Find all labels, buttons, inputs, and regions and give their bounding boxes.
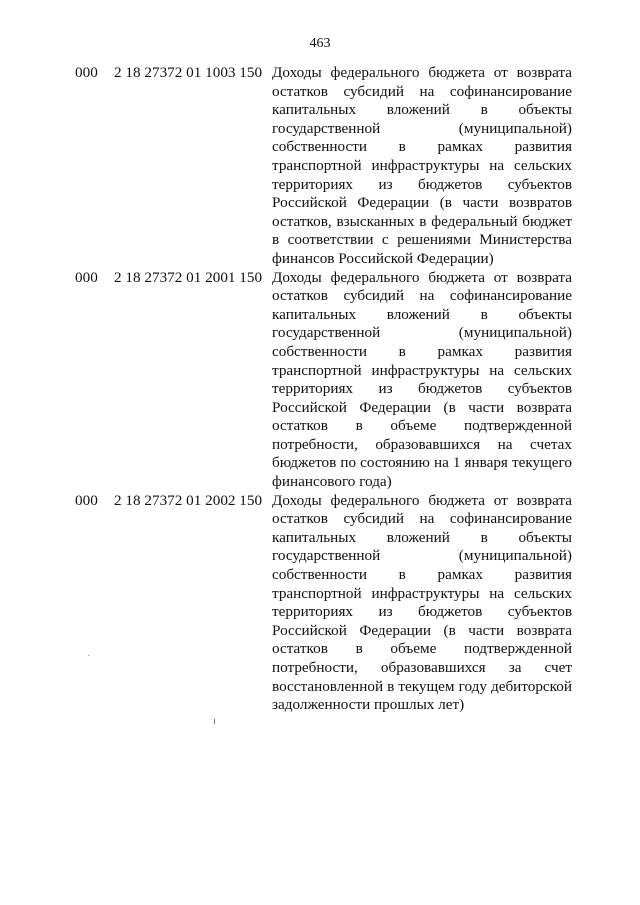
description-line: собственности в рамках развития [272,138,572,156]
income-classification-list [0,64,640,715]
income-entry [0,269,640,492]
description-line: капитальных вложений в объекты [272,101,572,119]
administrator-code: 000 [75,491,98,509]
description-line: остатков в объеме подтвержденной [272,417,572,435]
description-line: бюджетов по состоянию на 1 января текущего [272,454,572,472]
description-line: остатков в объеме подтвержденной [272,640,572,658]
description-line: остатков субсидий на софинансирование [272,287,572,305]
description-line: в соответствии с решениями Министерства [272,231,572,249]
description-line: Российской Федерации (в части возврата [272,398,572,416]
description-line: государственной (муниципальной) [272,547,572,565]
description-line: остатков субсидий на софинансирование [272,510,572,528]
budget-classification-code: 2 18 27372 01 2002 150 [114,491,263,509]
page-number: 463 [309,36,331,51]
description-line: территориях из бюджетов субъектов [272,380,572,398]
description-line: собственности в рамках развития [272,342,572,360]
scan-artifact [214,719,215,724]
description-line: капитальных вложений в объекты [272,305,572,323]
description-line: Доходы федерального бюджета от возврата [272,491,572,509]
description-line: капитальных вложений в объекты [272,528,572,546]
description-line: Российской Федерации (в части возвратов [272,194,572,212]
description-line: потребности, образовавшихся на счетах [272,435,572,453]
description-line: транспортной инфраструктуры на сельских [272,156,572,174]
income-entry [0,64,640,269]
income-entry [0,492,640,715]
description-line: остатков субсидий на софинансирование [272,82,572,100]
description-line: собственности в рамках развития [272,566,572,584]
administrator-code: 000 [75,268,98,286]
income-description [272,64,572,269]
description-line: Доходы федерального бюджета от возврата [272,268,572,286]
budget-classification-code: 2 18 27372 01 2001 150 [114,268,263,286]
description-line: задолженности прошлых лет) [272,696,465,714]
description-line: Доходы федерального бюджета от возврата [272,64,572,81]
income-description [272,492,572,715]
description-line: государственной (муниципальной) [272,119,572,137]
administrator-code: 000 [75,64,98,81]
description-line: государственной (муниципальной) [272,324,572,342]
income-description [272,269,572,492]
description-line: остатков, взысканных в федеральный бюджет [272,212,572,230]
description-line: финансов Российской Федерации) [272,249,494,267]
budget-classification-code: 2 18 27372 01 1003 150 [114,64,263,81]
description-line: Российской Федерации (в части возврата [272,621,572,639]
description-line: восстановленной в текущем году дебиторской [272,677,572,695]
description-line: территориях из бюджетов субъектов [272,175,572,193]
scan-artifact [88,655,89,656]
description-line: транспортной инфраструктуры на сельских [272,361,572,379]
description-line: финансового года) [272,473,392,491]
description-line: потребности, образовавшихся за счет [272,659,572,676]
description-line: транспортной инфраструктуры на сельских [272,584,572,602]
description-line: территориях из бюджетов субъектов [272,603,572,621]
